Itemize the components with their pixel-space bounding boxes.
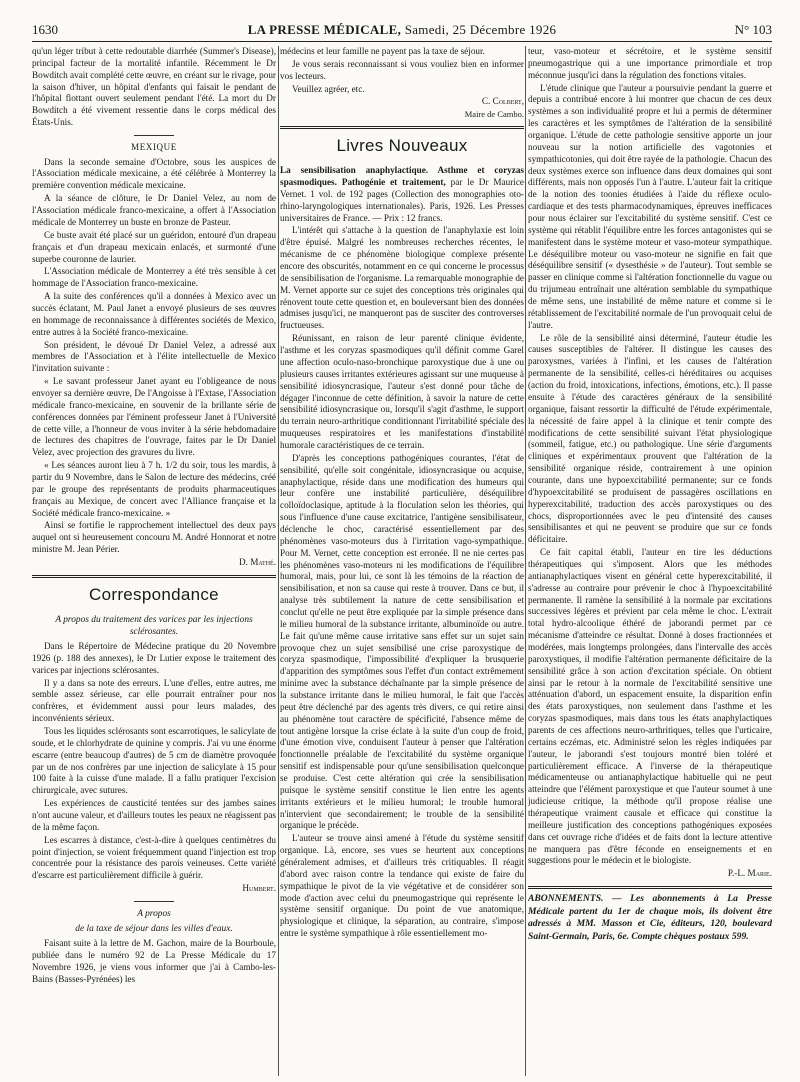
paragraph: D'après les conceptions pathogéniques courantes, l'état de sensibilité, qu'elle soit congénitale, idiosyncrasique ou acquise, anaphylactique, réside dans une modification des humeurs qui leur confère une instabilité particulière, déséquilibre colloïdoclasique, aptitude à la floculation selon les théories, qui sous l'influence d'une cause excitatrice, l'antigène sensibilisateur, déclenche le choc, caractérisé essentiellement par des phénomènes vaso-moteurs dus à l'irritation vago-sympathique. Pour M. Vernet, cette conception est erronée. Il ne nie certes pas les phénomènes vaso-moteurs ni les modifications de l'équilibre humoral, mais, pour lui, ce sont là les témoins de la réaction de sensibilisation, et non sa cause qui reste à trouver. Dans ce but, il analyse très subtilement la nature de cette sensibilisation et conclut qu'elle ne peut être expliquée par la simple présence dans le milieu humoral de la substance irritante, albuminoïde ou autre. Le fait qu'une même cause irritative sans effet sur un sujet sain provoque chez un sujet sensibilisé une crise paroxystique de coryza spasmodique, l'impossibilité d'expliquer la brusquerie d'apparition des symptômes sous l'effet d'un contact extrêmement minime avec la substance déchaînante par la simple présence de la substance irritante dans le milieu humoral, le fait que l'accès peut être déclenché par des agents très divers, ce qui retire ainsi au phénomène tout caractère de spécificité, l'absence même de tout antigène lorsque la crise éclate à la suite d'un coup de froid, d'une émotion vive, conduisent l'auteur à penser que l'altération fonctionnelle préalable de l'excitabilité du système organique sensitif est indispensable pour qu'une sensibilisation quelconque se produise. C'est cette altération qui crée la sensibilisation puisque le système sensitif constitue le lien entre les agents irritants extérieurs et le milieu humoral; le trouble humoral n'intervient que secondairement; le trouble de la sensibilité organique le précède. xyxy=(280,452,524,831)
paragraph: L'Association médicale de Monterrey a été très sensible à cet hommage de l'Association franco-mexicaine. xyxy=(32,266,276,289)
paragraph: Veuillez agréer, etc. xyxy=(292,83,365,94)
page-header xyxy=(32,22,772,42)
paragraph: L'étude clinique que l'auteur a poursuivie pendant la guerre et depuis a contribué encore à lui montrer que chacun de ces deux systèmes a son individualité propre et lui a permis de déterminer les caractères et les symptômes de l'altération de la sensibilité organique. L'étude de cette pathologie sensitive apporte un jour nouveau sur la notion artificielle des vagotonies et sympathicotonies, qui doit être rayée de la pathologie. Chacun des deux systèmes exerce son influence dans deux domaines qui sont différents, mais non opposés l'un à l'autre. L'auteur fait la critique de la notion des toonies étudiées à l'aide du réflexe oculo-cardiaque et des tests pharmacodynamiques, épreuves inefficaces pour nous éclairer sur l'excitabilité du système sensitif. C'est ce système qui rétablit l'équilibre entre les forces antagonistes qui se manifestent dans le système moteur et vaso-moteur sympathique. Le déséquilibre moteur ou vaso-moteur ne signifie en fait que déséquilibre sensitif (« dysesthésie » de l'auteur). Tout semble se passer en clinique comme si l'altération fonctionnelle du vague ou du trijumeau entraînait une altération semblable du sympathique de même sens, une instabilité de même nature et comme si le rétablissement de l'excitabilité normale de l'un provoquait celui de l'autre. xyxy=(528,82,772,330)
issue-number: N° 103 xyxy=(734,22,772,37)
paragraph: teur, vaso-moteur et sécrétoire, et le système sensitif pneumogastrique qui a une importance primordiale et trop méconnue jusqu'ici dans la régulation des fonctions vitales. xyxy=(528,46,772,80)
issue-date: Samedi, 25 Décembre 1926 xyxy=(404,22,557,37)
divider xyxy=(32,575,276,578)
column-rule xyxy=(525,46,526,1076)
paragraph: qu'un léger tribut à cette redoutable diarrhée (Summer's Disease), principal facteur de la mortalité infantile. Récemment le Dr Bowditch avait complété cette œuvre, en créant sur le rivage, pour la saison d'hiver, un hôpital d'enfants qui faisait le pendant de l'hôpital flottant ouvert seulement pendant l'été. La mort du Dr Bowditch a été vivement ressentie dans le corps médical des États-Unis. xyxy=(32,46,276,128)
paragraph: Dans le Répertoire de Médecine pratique du 20 Novembre 1926 (p. 188 des annexes), le Dr Lutier expose le traitement des varices par injections sclérosantes. xyxy=(32,641,276,675)
paragraph: Les escarres à distance, c'est-à-dire à quelques centimètres du point d'injection, se voient fréquemment quand l'injection est trop concentrée pour la résistance des parois veineuses. Cette variété d'escarre est particulièrement difficile à guérir. xyxy=(32,834,276,881)
paragraph: « Le savant professeur Janet ayant eu l'obligeance de nous envoyer sa dernière œuvre, De l'Angoisse à l'Extase, l'Association médicale franco-mexicaine, en souvenir de la brillante série de conférences données par l'éminent professeur Janet à l'Université de cette ville, a l'honneur de vous inviter à la série hebdomadaire de lectures des chapitres de l'ouvrage, faites par le Dr Daniel Velez, avec projection des gravures du livre. xyxy=(32,376,276,458)
paragraph: Les expériences de causticité tentées sur des jambes saines n'ont aucune valeur, et d'ailleurs toutes les peaux ne réagissent pas de la même façon. xyxy=(32,798,276,832)
paragraph: Réunissant, en raison de leur parenté clinique évidente, l'asthme et les coryzas spasmodiques qu'il définit comme Garel une affection oculo-naso-bronchique paroxystique due à une ou plusieurs causes irritantes extérieures agissant sur une muqueuse à sensibilité idiosyncrasique, l'auteur s'est donné pour tâche de dégager l'inconnue de cette définition, à savoir la nature de cette sensibilité idiosyncrasique ou, lorsqu'il s'agit d'asthme, le support du terrain neuro-arthritique conditionnant l'irritabilité spéciale des muqueuses respiratoires et les manifestations d'instabilité humorale caractéristiques de ce terrain. xyxy=(280,333,524,450)
paragraph: Ce buste avait été placé sur un guéridon, entouré d'un drapeau français et d'un drapeau mexicain enlacés, et surmonté d'une superbe couronne de laurier. xyxy=(32,229,276,264)
paragraph: « Les séances auront lieu à 7 h. 1/2 du soir, tous les mardis, à partir du 9 Novembre, dans le Salon de lecture des médecins, créé par le groupe des représentants de produits pharmaceutiques français au Mexique, de concert avec l'Alliance française et la Société médicale franco-mexicaine. » xyxy=(32,460,276,518)
column-2 xyxy=(280,46,524,1076)
section-heading-mexique: MEXIQUE xyxy=(131,142,177,153)
divider xyxy=(280,126,524,129)
paragraph: Ce fait capital établi, l'auteur en tire les déductions thérapeutiques qui s'imposent. Alors que les méthodes antianaphylactiques visent en général cette hyperexcitabilité, il s'adresse au contraire pour prévenir le choc à l'hypoexcitabilité permanente. Il ramène la sensibilité à la normale par excitations successives légères et prévient par cela même le choc. L'extrait total hydro-alcoolique éthéré de jaborandi permet par ce mécanisme d'atteindre ce résultat. Donné à doses fractionnées et modérées, mais longtemps prolongées, dans l'intervalle des accès paroxystiques, il modifie l'altération permanente déficitaire de la sensibilité grâce à son action d'excitation spéciale. On obtient ainsi par le retour à la normale de l'excitabilité sensitive une atténuation d'abord, un espacement ensuite, la disparition enfin des états paroxystiques, non seulement dans l'asthme et les coryzas spasmodiques, mais dans tous les états anaphylactiques parents de ces affections neuro-arthritiques, telles que l'urticaire, certains eczémas, etc. Administré selon les règles indiquées par l'auteur, le jaborandi s'est toujours montré bien toléré et particulièrement efficace. A l'inverse de la thérapeutique médicamenteuse ou antianaphylactique habituelle qui ne peut atteindre que l'élément paroxystique et que l'auteur soumet à une judicieuse critique, la méthode qu'il propose réalise une thérapeutique vraiment causale et efficace qui constitue la meilleure justification des conceptions pathogéniques exposées dans cet ouvrage riche d'idées et de faits dont la lecture attentive ne manquera pas d'être féconde en enseignements et en suggestions pour le médecin et le biologiste. xyxy=(528,547,772,866)
column-3 xyxy=(528,46,772,1076)
divider xyxy=(134,901,174,902)
column-1 xyxy=(32,46,276,1076)
paragraph: L'auteur se trouve ainsi amené à l'étude du système sensitif organique. Là, encore, ses vues se heurtent aux conceptions généralement admises, et d'ailleurs très critiquables. Il réagit d'abord avec raison contre la tendance qui existe de faire du sympathique le pivot de la vie végétative et de considérer son mode d'action avec celui du pneumogastrique qui représente le système sensitif organique. Du point de vue anatomique, physiologique et clinique, la séparation, au contraire, s'impose entre le système sympathique à rôle essentiellement mo- xyxy=(280,833,524,939)
signature: D. Mathé. xyxy=(238,556,276,567)
book-reference: par le Dr Maurice Vernet. 1 vol. de 192 pages (Collection des monographies oto-rhino-laryngologiques internationales). Paris, 1926. Les Presses universitaires de France. — Prix : 12 francs. xyxy=(280,177,524,223)
signature: P.-L. Marie. xyxy=(727,868,772,879)
paragraph: L'intérêt qui s'attache à la question de l'anaphylaxie est loin d'être épuisé. Malgré les nombreuses recherches récentes, le mécanisme de ce phénomène biologique complexe présente encore des obscurités, notamment en ce qui concerne le processus de sensibilisation de l'organisme. La remarquable monographie de M. Vernet apporte sur ce sujet des conceptions très originales qui rénovent toute cette question et, en bouleversant bien des données admises jusqu'ici, ne manqueront pas de susciter des controverses fructueuses. xyxy=(280,225,524,331)
signature-role: Maire de Cambo. xyxy=(464,109,524,120)
book-title-text: La sensibilisation anaphylactique. Asthme et coryzas spasmodiques. Pathogénie et traitement, xyxy=(280,165,524,188)
column-rule xyxy=(278,46,279,1076)
subscription-notice: ABONNEMENTS. — Les abonnements à La Presse Médicale partent du 1er de chaque mois, ils doivent être adressés à MM. Masson et Cie, éditeurs, 120, boulevard Saint-Germain, Paris, 6e. Compte chèques postaux 599. xyxy=(528,893,772,942)
article-subtitle: A propos xyxy=(137,909,171,920)
paragraph: Faisant suite à la lettre de M. Gachon, maire de la Bourboule, publiée dans le numéro 92 de La Presse Médicale du 17 Novembre 1926, je viens vous informer que j'ai à Cambo-les-Bains (Basses-Pyrénées) les xyxy=(32,938,276,984)
article-subtitle: de la taxe de séjour dans les villes d'eaux. xyxy=(75,924,233,935)
section-title-livres: Livres Nouveaux xyxy=(336,136,468,156)
paragraph: Dans la seconde semaine d'Octobre, sous les auspices de l'Association médicale mexicaine, a été célébrée à Monterrey la première convention médicale mexicaine. xyxy=(32,156,276,191)
divider xyxy=(134,135,174,136)
paragraph: médecins et leur famille ne payent pas la taxe de séjour. xyxy=(280,46,485,56)
journal-name: LA PRESSE MÉDICALE, xyxy=(247,22,402,37)
paragraph: Le rôle de la sensibilité ainsi déterminé, l'auteur étudie les causes susceptibles de l'altérer. Il distingue les causes des paroxysmes, variées à l'infini, et les causes de l'altération permanente de la sensibilité, celles-ci héréditaires ou acquises (action du froid, intoxications, infections, émotions, etc.). Il passe ensuite à l'étude des caractères généraux de la sensibilité organique, faisant ressortir la difficulté de l'étude expérimentale, la nécessité de faire appel à la clinique et tenir compte des modifications de cette sensibilité suivant l'état physiologique (sommeil, fatigue, etc.) ou pathologique. Une série d'arguments cliniques et expérimentaux prouvent que l'altération de la sensibilité organique réside, contrairement à une opinion courante, dans une hypoexcitabilité permanente; sur ce fonds d'hypoexcitabilité se produisent de passagères oscillations en hyperexcitabilité, traduction des accès paroxystiques ou des chocs, disproportionnées avec le peu d'intensité des causes sensibilisantes et qui ne peuvent se produire que sur ce fonds déficitaire. xyxy=(528,332,772,545)
paragraph: A la suite des conférences qu'il a données à Mexico avec un succès éclatant, M. Paul Janet a envoyé plusieurs de ses œuvres en hommage de reconnaissance à différentes sociétés de Mexico, entre autres à la Société franco-mexicaine. xyxy=(32,291,276,337)
book-title xyxy=(280,165,524,224)
signature: Humbert. xyxy=(242,883,276,894)
paragraph: Tous les liquides sclérosants sont escarrotiques, le salicylate de soude, et le chlorhydrate de quinine y compris. J'ai vu une énorme escarre (entre beaucoup d'autres) de 5 cm de diamètre provoquée par un de nos confrères par une injection de salicylate à 15 pour 100 faite à la cuisse d'une malade. Il a fallu pratiquer l'excision chirurgicale, avec sutures. xyxy=(32,726,276,796)
article-subtitle: A propos du traitement des varices par les injections sclérosantes. xyxy=(55,614,253,637)
divider xyxy=(528,886,772,889)
section-title-correspondance: Correspondance xyxy=(89,584,219,604)
signature-name: C. Colbert, xyxy=(481,96,524,107)
page-number: 1630 xyxy=(32,22,58,37)
paragraph: Je vous serais reconnaissant si vous vouliez bien en informer vos lecteurs. xyxy=(280,58,524,81)
paragraph: Ainsi se fortifie le rapprochement intellectuel des deux pays auquel ont si heureusement concouru M. André Honnorat et notre ministre M. Jean Périer. xyxy=(32,520,276,555)
journal-title xyxy=(32,22,772,38)
paragraph: A la séance de clôture, le Dr Daniel Velez, au nom de l'Association médicale franco-mexicaine, a offert à l'Association médicale de Monterrey un buste en bronze de Pasteur. xyxy=(32,193,276,227)
paragraph: Son président, le dévoué Dr Daniel Velez, a adressé aux membres de l'Association et à l'élite intellectuelle de Mexico l'invitation suivante : xyxy=(32,339,276,374)
paragraph: Il y a dans sa note des erreurs. L'une d'elles, entre autres, me semble assez sérieuse, car elle pourrait entraîner pour nos confrères, et évidemment aussi pour leurs malades, des inconvénients sérieux. xyxy=(32,677,276,724)
